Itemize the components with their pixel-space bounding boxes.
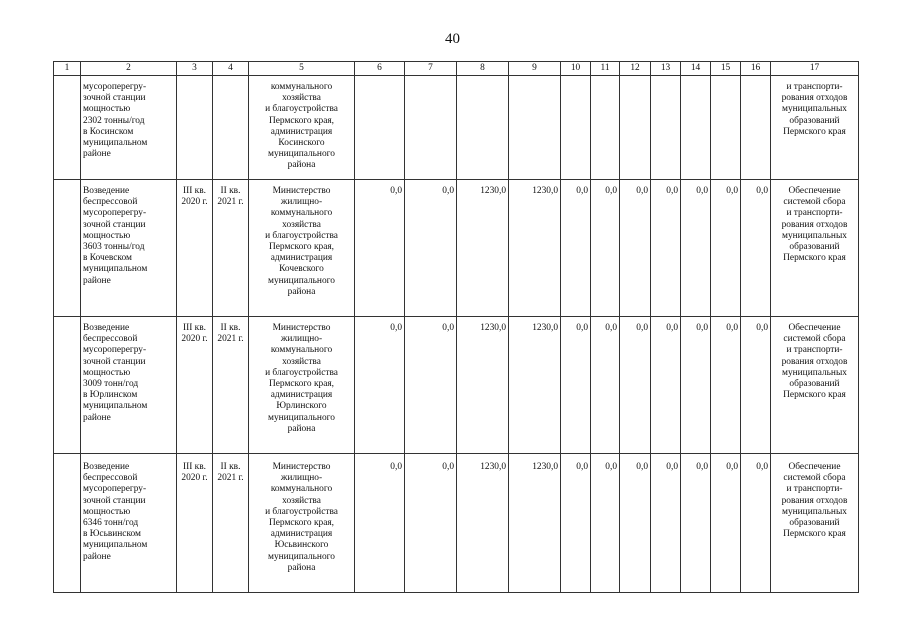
column-header: 10 bbox=[561, 62, 591, 76]
table-cell-col-15: 0,0 bbox=[711, 317, 741, 454]
table-cell-col-13: 0,0 bbox=[651, 454, 681, 593]
table-cell-col-1 bbox=[54, 180, 81, 317]
table-cell-col-6: 0,0 bbox=[355, 454, 405, 593]
table-cell-col-7 bbox=[405, 76, 457, 180]
column-header: 14 bbox=[681, 62, 711, 76]
table-cell-col-3: III кв. 2020 г. bbox=[177, 317, 213, 454]
column-header: 16 bbox=[741, 62, 771, 76]
table-cell-col-7: 0,0 bbox=[405, 180, 457, 317]
column-header: 17 bbox=[771, 62, 859, 76]
column-header: 2 bbox=[81, 62, 177, 76]
table-cell-col-8: 1230,0 bbox=[457, 317, 509, 454]
table-cell-col-14 bbox=[681, 76, 711, 180]
table-cell-col-17: Обеспечение системой сбора и транспорти- рования отходов муниципальных образований Пермского края bbox=[771, 180, 859, 317]
table-row bbox=[54, 76, 859, 180]
table-cell-col-5: Министерство жилищно- коммунального хозяйства и благоустройства Пермского края, администрация Юсьвинского муниципального района bbox=[249, 454, 355, 593]
table-cell-col-9 bbox=[509, 76, 561, 180]
column-header: 5 bbox=[249, 62, 355, 76]
table-cell-col-3 bbox=[177, 76, 213, 180]
column-header: 4 bbox=[213, 62, 249, 76]
table-cell-col-4: II кв. 2021 г. bbox=[213, 180, 249, 317]
column-header: 11 bbox=[591, 62, 620, 76]
table-cell-col-4: II кв. 2021 г. bbox=[213, 454, 249, 593]
table-cell-col-11 bbox=[591, 76, 620, 180]
table-cell-col-10: 0,0 bbox=[561, 454, 591, 593]
table-cell-col-11: 0,0 bbox=[591, 317, 620, 454]
table-row bbox=[54, 454, 859, 593]
column-header: 3 bbox=[177, 62, 213, 76]
table-cell-col-9: 1230,0 bbox=[509, 180, 561, 317]
table-cell-col-6 bbox=[355, 76, 405, 180]
table-cell-col-13: 0,0 bbox=[651, 180, 681, 317]
table-cell-col-1 bbox=[54, 317, 81, 454]
column-header: 1 bbox=[54, 62, 81, 76]
table-cell-col-2: мусороперегру- зочной станции мощностью 2302 тонны/год в Косинском муниципальном районе bbox=[81, 76, 177, 180]
table-cell-col-1 bbox=[54, 454, 81, 593]
table-cell-col-2: Возведение беспрессовой мусороперегру- зочной станции мощностью 3603 тонны/год в Кочевском муниципальном районе bbox=[81, 180, 177, 317]
table-cell-col-8 bbox=[457, 76, 509, 180]
column-header: 8 bbox=[457, 62, 509, 76]
table-cell-col-11: 0,0 bbox=[591, 180, 620, 317]
table-cell-col-12: 0,0 bbox=[620, 180, 651, 317]
table-cell-col-17: и транспорти- рования отходов муниципальных образований Пермского края bbox=[771, 76, 859, 180]
table-cell-col-9: 1230,0 bbox=[509, 454, 561, 593]
table-cell-col-4 bbox=[213, 76, 249, 180]
column-header: 6 bbox=[355, 62, 405, 76]
table-cell-col-15: 0,0 bbox=[711, 180, 741, 317]
table-cell-col-8: 1230,0 bbox=[457, 454, 509, 593]
table-cell-col-13: 0,0 bbox=[651, 317, 681, 454]
column-header: 13 bbox=[651, 62, 681, 76]
budget-table bbox=[53, 61, 859, 593]
column-header: 9 bbox=[509, 62, 561, 76]
table-cell-col-15: 0,0 bbox=[711, 454, 741, 593]
table-cell-col-16 bbox=[741, 76, 771, 180]
table-cell-col-5: Министерство жилищно- коммунального хозяйства и благоустройства Пермского края, администрация Кочевского муниципального района bbox=[249, 180, 355, 317]
column-header: 15 bbox=[711, 62, 741, 76]
table-cell-col-8: 1230,0 bbox=[457, 180, 509, 317]
table-cell-col-5: коммунального хозяйства и благоустройства Пермского края, администрация Косинского муниципального района bbox=[249, 76, 355, 180]
table-cell-col-12 bbox=[620, 76, 651, 180]
column-header: 7 bbox=[405, 62, 457, 76]
table-cell-col-6: 0,0 bbox=[355, 317, 405, 454]
table-cell-col-5: Министерство жилищно- коммунального хозяйства и благоустройства Пермского края, администрация Юрлинского муниципального района bbox=[249, 317, 355, 454]
table-cell-col-3: III кв. 2020 г. bbox=[177, 454, 213, 593]
table-cell-col-14: 0,0 bbox=[681, 180, 711, 317]
column-header: 12 bbox=[620, 62, 651, 76]
table-row bbox=[54, 317, 859, 454]
table-cell-col-15 bbox=[711, 76, 741, 180]
column-number-row bbox=[54, 62, 859, 76]
table-cell-col-10: 0,0 bbox=[561, 317, 591, 454]
table-cell-col-9: 1230,0 bbox=[509, 317, 561, 454]
table-cell-col-17: Обеспечение системой сбора и транспорти- рования отходов муниципальных образований Пермского края bbox=[771, 454, 859, 593]
table-cell-col-11: 0,0 bbox=[591, 454, 620, 593]
table-row bbox=[54, 180, 859, 317]
table-cell-col-16: 0,0 bbox=[741, 317, 771, 454]
table-cell-col-13 bbox=[651, 76, 681, 180]
table-cell-col-7: 0,0 bbox=[405, 454, 457, 593]
table-cell-col-10: 0,0 bbox=[561, 180, 591, 317]
table-cell-col-2: Возведение беспрессовой мусороперегру- зочной станции мощностью 6346 тонн/год в Юсьвинском муниципальном районе bbox=[81, 454, 177, 593]
table-cell-col-3: III кв. 2020 г. bbox=[177, 180, 213, 317]
table-cell-col-12: 0,0 bbox=[620, 454, 651, 593]
table-cell-col-4: II кв. 2021 г. bbox=[213, 317, 249, 454]
table-cell-col-16: 0,0 bbox=[741, 454, 771, 593]
table-cell-col-6: 0,0 bbox=[355, 180, 405, 317]
table-cell-col-2: Возведение беспрессовой мусороперегру- зочной станции мощностью 3009 тонн/год в Юрлинском муниципальном районе bbox=[81, 317, 177, 454]
table-cell-col-1 bbox=[54, 76, 81, 180]
table-cell-col-16: 0,0 bbox=[741, 180, 771, 317]
table-cell-col-14: 0,0 bbox=[681, 317, 711, 454]
table-cell-col-17: Обеспечение системой сбора и транспорти- рования отходов муниципальных образований Пермского края bbox=[771, 317, 859, 454]
table-cell-col-14: 0,0 bbox=[681, 454, 711, 593]
table-cell-col-12: 0,0 bbox=[620, 317, 651, 454]
table-cell-col-10 bbox=[561, 76, 591, 180]
page-number: 40 bbox=[445, 31, 460, 47]
table-cell-col-7: 0,0 bbox=[405, 317, 457, 454]
